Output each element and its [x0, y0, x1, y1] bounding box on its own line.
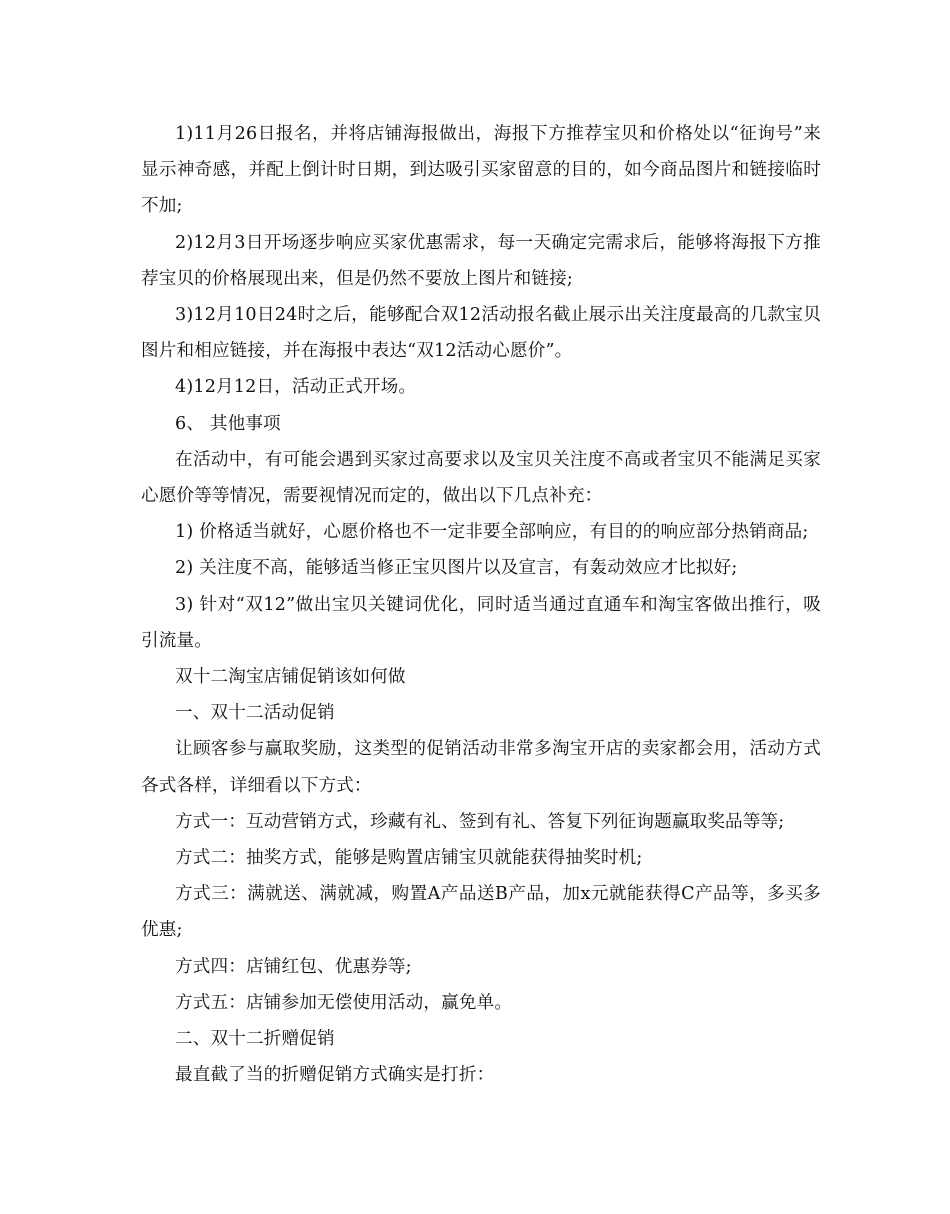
list-item-method-3: 方式三：满就送、满就减，购置A产品送B产品，加x元就能获得C产品等，多买多优惠;	[141, 884, 821, 941]
section-heading-activity-promotion: 一、双十二活动促销	[175, 703, 335, 724]
section-heading-other-matters: 6、 其他事项	[175, 413, 281, 434]
paragraph-schedule-dec3: 2)12月3日开场逐步响应买家优惠需求，每一天确定完需求后，能够将海报下方推荐宝贝的价格展现出来，但是仍然不要放上图片和链接;	[141, 232, 821, 289]
list-item-method-2: 方式二：抽奖方式，能够是购置店铺宝贝就能获得抽奖时机;	[175, 848, 643, 869]
list-item-method-4: 方式四：店铺红包、优惠券等;	[175, 956, 412, 977]
list-item-method-5: 方式五：店铺参加无偿使用活动，赢免单。	[175, 992, 513, 1013]
paragraph-schedule-dec10: 3)12月10日24时之后，能够配合双12活动报名截止展示出关注度最高的几款宝贝图片和相应链接，并在海报中表达“双12活动心愿价”。	[141, 305, 821, 362]
document-subtitle: 双十二淘宝店铺促销该如何做	[175, 667, 406, 688]
paragraph-supplement-3: 3) 针对“双12”做出宝贝关键词优化，同时适当通过直通车和淘宝客做出推行，吸引流量。	[141, 594, 821, 651]
paragraph-supplement-2: 2) 关注度不高，能够适当修正宝贝图片以及宣言，有轰动效应才比拟好;	[175, 558, 738, 579]
paragraph-activity-intro: 让顾客参与赢取奖励，这类型的促销活动非常多淘宝开店的卖家都会用，活动方式各式各样，详细看以下方式：	[141, 739, 821, 796]
paragraph-other-matters-intro: 在活动中，有可能会遇到买家过高要求以及宝贝关注度不高或者宝贝不能满足买家心愿价等等情况，需要视情况而定的，做出以下几点补充：	[141, 449, 821, 507]
paragraph-schedule-dec12: 4)12月12日，活动正式开场。	[175, 377, 417, 398]
paragraph-supplement-1: 1) 价格适当就好，心愿价格也不一定非要全部响应，有目的的响应部分热销商品;	[175, 522, 809, 543]
document-body	[141, 116, 821, 1093]
list-item-method-1: 方式一：互动营销方式，珍藏有礼、签到有礼、答复下列征询题赢取奖品等等;	[175, 811, 785, 832]
section-heading-discount-promotion: 二、双十二折赠促销	[175, 1029, 335, 1050]
paragraph-discount-intro: 最直截了当的折赠促销方式确实是打折：	[175, 1065, 495, 1086]
paragraph-schedule-nov26: 1)11月26日报名，并将店铺海报做出，海报下方推荐宝贝和价格处以“征询号”来显示神奇感，并配上倒计时日期，到达吸引买家留意的目的，如今商品图片和链接临时不加;	[141, 124, 821, 217]
